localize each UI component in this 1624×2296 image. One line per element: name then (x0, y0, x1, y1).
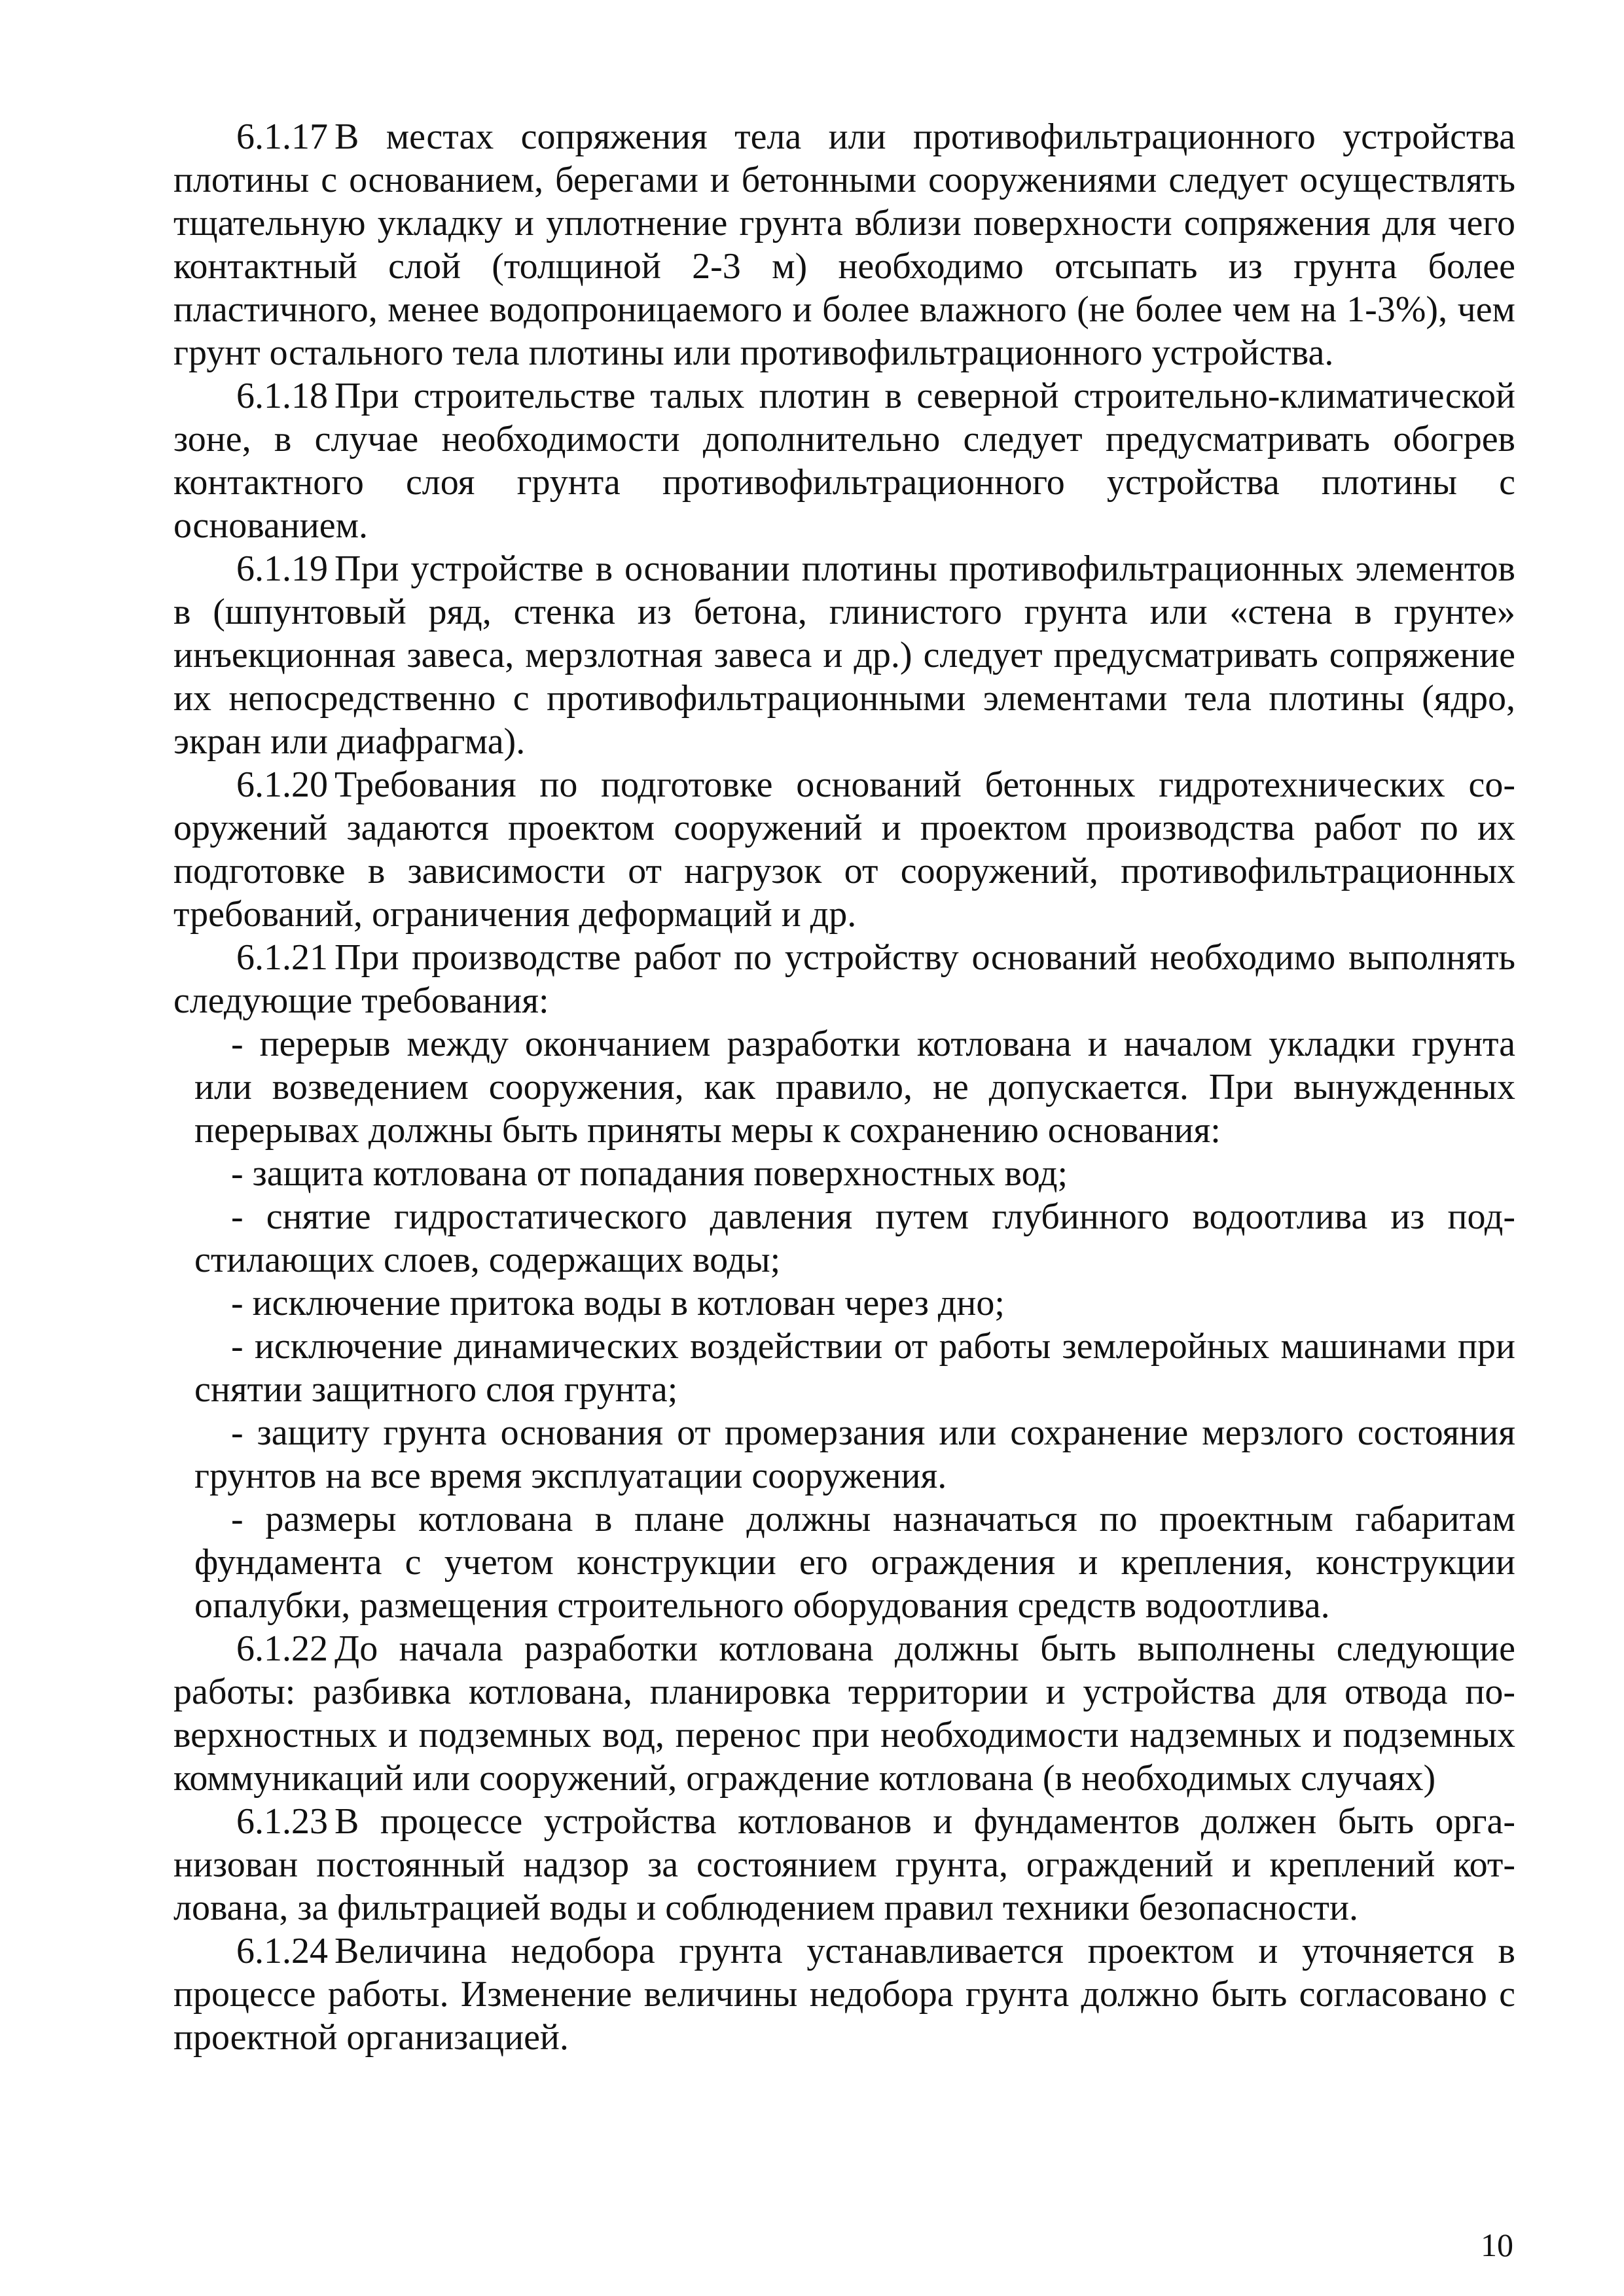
page-content (173, 115, 1515, 2059)
paragraph-6-1-24 (173, 1929, 1515, 2059)
list-item: - исключение притока воды в котлован через дно; (231, 1283, 1005, 1323)
paragraph-number: 6.1.24 (236, 1931, 328, 1971)
paragraph-text: При устройстве в основании плотины противофильтрационных элементов в (шпунтовый ряд, стенка из бетона, глинистого грунта или «стена в грунте» инъекционная завеса, мерзлотная завеса и др.) следует предусматривать сопряжение их непосредственно с противофильтрационными элементами тела плотины (ядро, экран или диафрагма). (173, 548, 1515, 762)
paragraph-number: 6.1.21 (236, 937, 328, 978)
paragraph-6-1-20 (173, 763, 1515, 936)
paragraph-number: 6.1.18 (236, 376, 328, 416)
paragraph-6-1-21 (173, 936, 1515, 1022)
paragraph-number: 6.1.20 (236, 764, 328, 805)
paragraph-text: В процессе устройства котлованов и фундаментов должен быть организован постоянный надзор за состоянием грунта, ограждений и креплений котлована, за фильтрацией воды и соблюдением правил техники безопасности. (173, 1801, 1515, 1928)
paragraph-6-1-18 (173, 374, 1515, 547)
paragraph-number: 6.1.19 (236, 548, 328, 589)
list-item: - размеры котлована в плане должны назначаться по проектным габаритам фундамента с учетом конструкции его ограждения и крепления, конструкции опалубки, размещения строительного оборудования средств водоотлива. (194, 1499, 1515, 1626)
list-item: - защиту грунта основания от промерзания или сохранение мерзлого состояния грунтов на все время эксплуатации сооружения. (194, 1412, 1515, 1496)
paragraph-6-1-23 (173, 1800, 1515, 1929)
list-item: - снятие гидростатического давления путем глубинного водоотлива из подстилающих слоев, содержащих воды; (194, 1196, 1515, 1280)
page-number: 10 (1481, 2227, 1513, 2263)
paragraph-6-1-17 (173, 115, 1515, 374)
list-item: - исключение динамических воздействии от работы землеройных машинами при снятии защитного слоя грунта; (194, 1326, 1515, 1410)
paragraph-text: Требования по подготовке оснований бетонных гидротехнических сооружений задаются проектом сооружений и проектом производства работ по их подготовке в зависимости от нагрузок от сооружений, противофильтрационных требований, ограничения деформаций и др. (173, 764, 1515, 935)
list-item: - перерыв между окончанием разработки котлована и началом укладки грунта или возведением сооружения, как правило, не допускается. При вынужденных перерывах должны быть приняты меры к сохранению основания: (194, 1024, 1515, 1151)
paragraph-text: До начала разработки котлована должны быть выполнены следующие работы: разбивка котлована, планировка территории и устройства для отвода поверхностных и подземных вод, перенос при необходимости надземных и подземных коммуникаций или сооружений, ограждение котлована (в необходимых случаях) (173, 1628, 1515, 1799)
paragraph-text: При строительстве талых плотин в северной строительно-климатической зоне, в случае необходимости дополнительно следует предусматривать обогрев контактного слоя грунта противофильтрационного устройства плотины с основанием. (173, 376, 1515, 546)
paragraph-number: 6.1.23 (236, 1801, 328, 1842)
paragraph-text: В местах сопряжения тела или противофильтрационного устройства плотины с основанием, берегами и бетонными сооружениями следует осуществлять тщательную укладку и уплотнение грунта вблизи поверхности сопряжения для чего контактный слой (толщиной 2-3 м) необходимо отсыпать из грунта более пластичного, менее водопроницаемого и более влажного (не более чем на 1-3%), чем грунт остального тела плотины или противофильтрационного устройства. (173, 117, 1515, 373)
paragraph-number: 6.1.17 (236, 117, 328, 157)
paragraph-text: При производстве работ по устройству оснований необходимо выполнять следующие требования: (173, 937, 1515, 1021)
paragraph-6-1-19 (173, 547, 1515, 763)
paragraph-text: Величина недобора грунта устанавливается проектом и уточняется в процессе работы. Изменение величины недобора грунта должно быть согласовано с проектной организацией. (173, 1931, 1515, 2058)
paragraph-number: 6.1.22 (236, 1628, 328, 1669)
paragraph-6-1-22 (173, 1627, 1515, 1800)
list-item: - защита котлована от попадания поверхностных вод; (231, 1153, 1068, 1194)
